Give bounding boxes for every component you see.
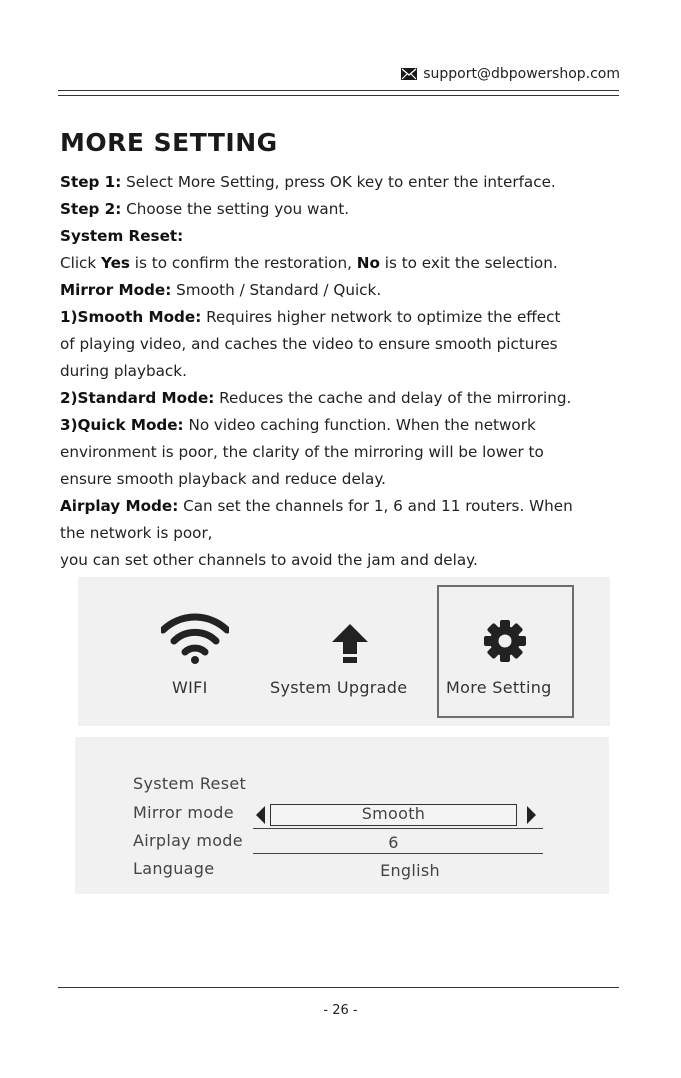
footer-divider (58, 987, 619, 988)
smooth-text-1: Requires higher network to optimize the effect (201, 308, 561, 326)
menu-item-wifi[interactable] (138, 577, 248, 726)
menu-item-system-upgrade-label: System Upgrade (270, 678, 408, 697)
page-number: - 26 - (323, 1003, 358, 1018)
system-reset-label: System Reset: (60, 227, 184, 245)
menu-item-wifi-label: WIFI (172, 678, 208, 697)
airplay-line-3: you can set other channels to avoid the jam and delay. (60, 551, 478, 569)
airplay-mode-label: Airplay mode (133, 831, 243, 850)
airplay-mode-value[interactable]: 6 (388, 833, 399, 852)
mirror-mode-prev-arrow[interactable] (256, 806, 265, 824)
quick-label: 3)Quick Mode: (60, 416, 184, 434)
reset-text-3: is to exit the selection. (379, 254, 558, 272)
step2-text: Choose the setting you want. (121, 200, 350, 218)
step2-label: Step 2: (60, 200, 122, 218)
airplay-line-1 (60, 493, 640, 520)
support-email[interactable]: support@dbpowershop.com (423, 66, 620, 82)
reset-yes: Yes (101, 254, 130, 272)
standard-text: Reduces the cache and delay of the mirroring. (214, 389, 572, 407)
standard-label: 2)Standard Mode: (60, 389, 215, 407)
mirror-label: Mirror Mode: (60, 281, 172, 299)
airplay-text-1: Can set the channels for 1, 6 and 11 routers. When (178, 497, 573, 515)
standard-line (60, 385, 640, 412)
reset-no: No (356, 254, 380, 272)
quick-text-1: No video caching function. When the network (183, 416, 536, 434)
instructions-text (60, 169, 640, 574)
language-label: Language (133, 859, 215, 878)
quick-line-2: environment is poor, the clarity of the mirroring will be lower to (60, 443, 544, 461)
reset-line (60, 250, 640, 277)
quick-line-1 (60, 412, 640, 439)
smooth-line-2: of playing video, and caches the video to ensure smooth pictures (60, 335, 558, 353)
main-menu-panel (78, 577, 610, 726)
mirror-text: Smooth / Standard / Quick. (171, 281, 382, 299)
quick-line-3: ensure smooth playback and reduce delay. (60, 470, 386, 488)
step1-text: Select More Setting, press OK key to enter the interface. (121, 173, 556, 191)
airplay-label: Airplay Mode: (60, 497, 179, 515)
step2-line (60, 196, 640, 223)
step1-line (60, 169, 640, 196)
step1-label: Step 1: (60, 173, 122, 191)
mirror-line (60, 277, 640, 304)
header-email (401, 66, 620, 82)
system-reset-heading (60, 223, 640, 250)
airplay-line-2: the network is poor, (60, 524, 213, 542)
page-title: MORE SETTING (60, 128, 278, 157)
wifi-icon (161, 610, 229, 664)
settings-panel (75, 737, 609, 894)
smooth-label: 1)Smooth Mode: (60, 308, 202, 326)
airplay-mode-underline (253, 853, 543, 854)
reset-text-2: is to confirm the restoration, (129, 254, 357, 272)
selection-highlight (437, 585, 574, 718)
language-value[interactable]: English (380, 861, 440, 880)
mirror-mode-underline (253, 828, 543, 829)
header-divider-top (58, 90, 619, 91)
menu-item-more-setting-label: More Setting (446, 678, 552, 697)
mirror-mode-next-arrow[interactable] (527, 806, 536, 824)
system-reset-option[interactable]: System Reset (133, 774, 247, 793)
smooth-line-3: during playback. (60, 362, 187, 380)
menu-item-system-upgrade[interactable] (266, 577, 432, 726)
mirror-mode-value: Smooth (361, 804, 426, 823)
reset-text-1: Click (60, 254, 102, 272)
mirror-mode-label: Mirror mode (133, 803, 234, 822)
envelope-icon (401, 68, 417, 80)
upload-arrow-icon (330, 624, 370, 664)
header-divider-bottom (58, 95, 619, 96)
smooth-line-1 (60, 304, 640, 331)
